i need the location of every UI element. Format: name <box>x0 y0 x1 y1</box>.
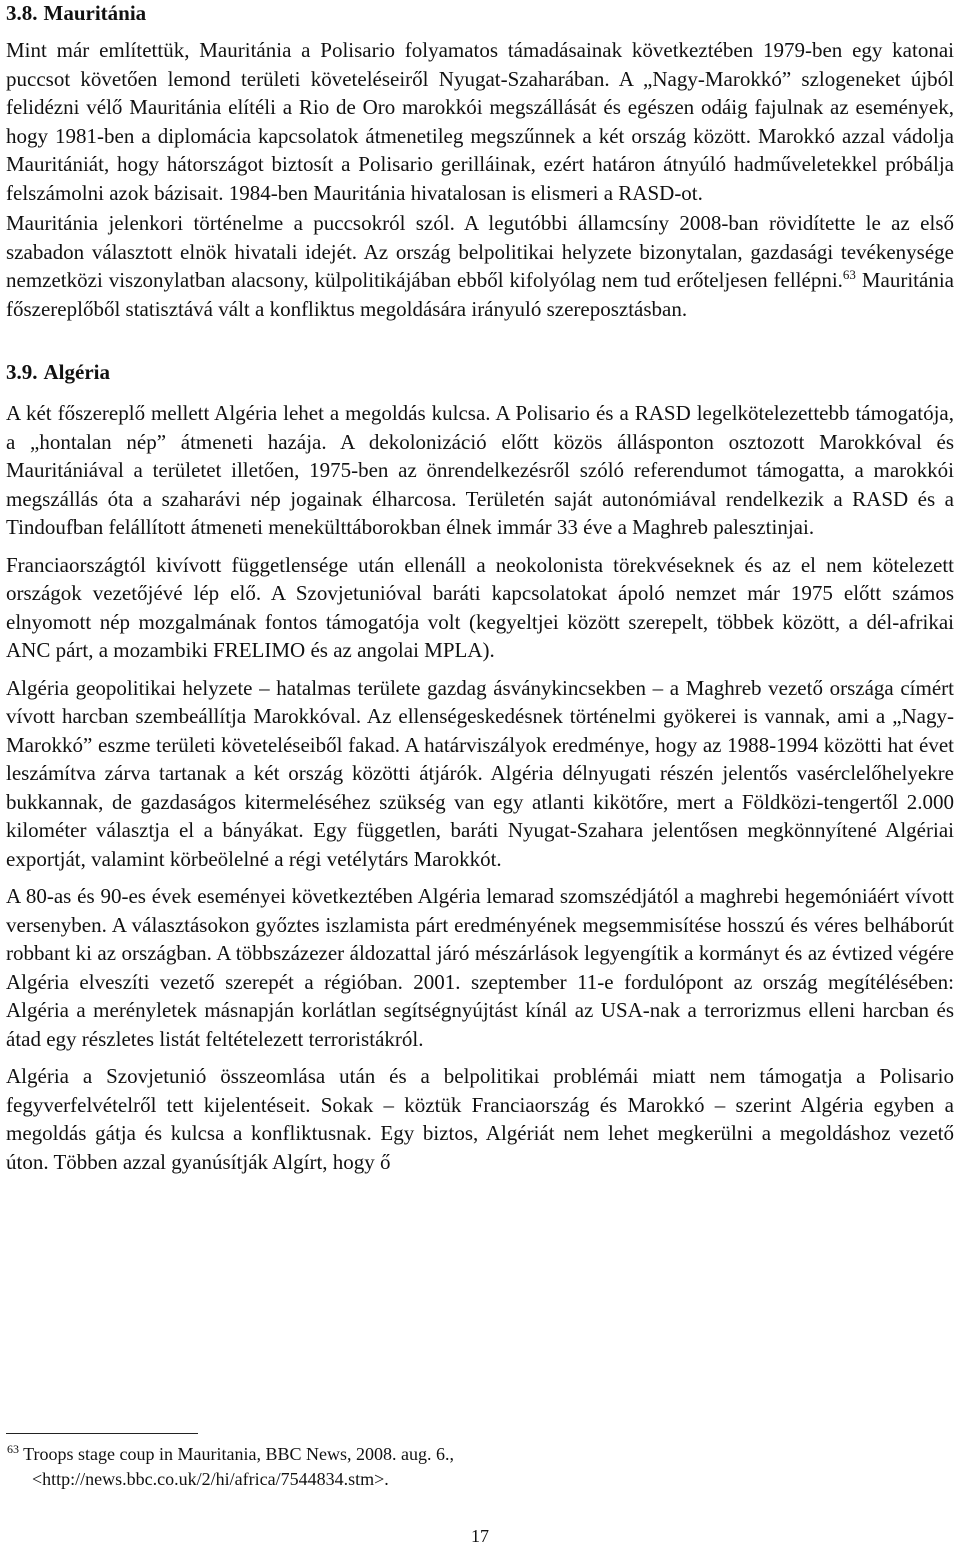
section-number: 3.8. <box>6 1 38 25</box>
section-heading-algeria <box>6 359 954 385</box>
footnote-reference[interactable]: 63 <box>842 267 856 282</box>
footnote-number: 63 <box>7 1442 19 1456</box>
footnote-divider <box>6 1433 198 1434</box>
paragraph: Mint már említettük, Mauritánia a Polisario folyamatos támadásainak következtében 1979-ben egy katonai puccsot követően lemond területi követeléseiről Nyugat-Szaharában. A „Nagy-Marokkó” szlogeneket újból felidézni vélő Mauritánia elítéli a Rio de Oro marokkói megszállását és egészen odáig fajulnak az események, hogy 1981-ben a diplomácia kapcsolatok átmenetileg megszűnnek a két ország között. Marokkó azzal vádolja Mauritániát, hogy hátországot biztosít a Polisario gerilláinak, ezért határon átnyúló hadműveletekkel próbálja felszámolni azok bázisait. 1984-ben Mauritánia hivatalosan is elismeri a RASD-ot. <box>6 38 954 205</box>
page-number: 17 <box>471 1526 489 1546</box>
paragraph: Algéria a Szovjetunió összeomlása után és a belpolitikai problémái miatt nem támogatja a Polisario fegyverfelvételről tett kijelentéseit. Sokak – köztük Franciaország és Marokkó – szerint Algéria egyben a megoldás gátja és kulcsa a konfliktusnak. Egy biztos, Algériát nem lehet megkerülni a megoldáshoz vezető úton. Többen azzal gyanúsítják Algírt, hogy ő <box>6 1064 954 1174</box>
section-title: Algéria <box>43 360 110 384</box>
paragraph: A 80-as és 90-es évek eseményei következtében Algéria lemarad szomszédjától a maghrebi hegemóniáért vívott versenyben. A választásokon győztes iszlamista párt eredményének megsemmisítése hosszú és véres belháborút robbant ki az országban. A többszázezer áldozattal járó mészárlások legyengítik a kormányt és az évtized végére Algéria elveszíti vezető szerepét a régióban. 2001. szeptember 11-e fordulópont az ország megítélésében: Algéria a merényletek másnapján korlátlan segítségnyújtást kínál az USA-nak a terrorizmus elleni harcban és átad egy részletes listát feltételezett terroristákról. <box>6 884 954 1051</box>
paragraph-text-tail: Mauritánia főszereplőből statisztává vált a konfliktus megoldására irányuló szereposztásban. <box>6 268 954 321</box>
paragraph <box>6 209 954 323</box>
section-number: 3.9. <box>6 360 38 384</box>
section-title: Mauritánia <box>43 1 147 25</box>
document-page <box>6 0 954 1546</box>
footnote <box>6 1442 954 1492</box>
paragraph: Franciaországtól kivívott függetlensége után ellenáll a neokolonista törekvéseknek és az el nem kötelezett országok vezetőjévé lép elő. A Szovjetunióval baráti kapcsolatokat ápoló nemzet már 1975 előtt számos elnyomott nép mozgalmának fontos támogatója volt (kegyeltjei között szerepelt, többek között, a dél-afrikai ANC párt, a mozambiki FRELIMO és az angolai MPLA). <box>6 552 954 662</box>
paragraph: A két főszereplő mellett Algéria lehet a megoldás kulcsa. A Polisario és a RASD legelkötelezettebb támogatója, a „hontalan nép” átmeneti hazája. A dekolonizáció előtt közös állásponton osztozott Marokkóval és Mauritániával a területet illetően, 1975-ben az önrendelkezésről szóló referendumot támogatta, a marokkói megszállás óta a szaharávi nép jogainak élharcosa. Területén saját autonómiával rendelkezik a RASD és a Tindoufban felállított átmeneti menekülttáborokban élnek immár 33 éve a Maghreb palesztinjai. <box>6 401 954 539</box>
paragraph-text: Mauritánia jelenkori történelme a puccsokról szól. A legutóbbi államcsíny 2008-ban rövidítette le az első szabadon választott elnök hivatali idejét. Az ország belpolitikai helyzete bizonytalan, gazdasági tevékenysége nemzetközi viszonylatban alacsony, külpolitikájában ebből kifolyólag nem tud erőteljesen fellépni. <box>6 211 954 292</box>
paragraph: Algéria geopolitikai helyzete – hatalmas területe gazdag ásványkincsekben – a Maghreb vezető országa címért vívott harcban szembeállítja Marokkóval. Az ellenségeskedésnek történelmi gyökerei is vannak, ami a „Nagy-Marokkó” eszme területi követeléseiből fakad. A határviszályok eredménye, hogy az 1988-1994 közötti hat évet leszámítva zárva tartanak a két ország közötti átjárók. Algéria délnyugati részén jelentős vasérclelőhelyekre bukkannak, de gazdaságos kitermeléséhez szükség van egy atlanti kikötőre, mert a Földközi-tengertől 2.000 kilométer választja el a bányákat. Egy független, baráti Nyugat-Szahara jelentősen megkönnyítené Algériai exportját, valamint körbeölelné a régi vetélytárs Marokkót. <box>6 675 954 871</box>
section-heading-mauritania <box>6 0 954 26</box>
footnote-text: Troops stage coup in Mauritania, BBC News, 2008. aug. 6., <box>19 1444 454 1464</box>
footnote-link[interactable]: <http://news.bbc.co.uk/2/hi/africa/7544834.stm>. <box>32 1469 389 1489</box>
